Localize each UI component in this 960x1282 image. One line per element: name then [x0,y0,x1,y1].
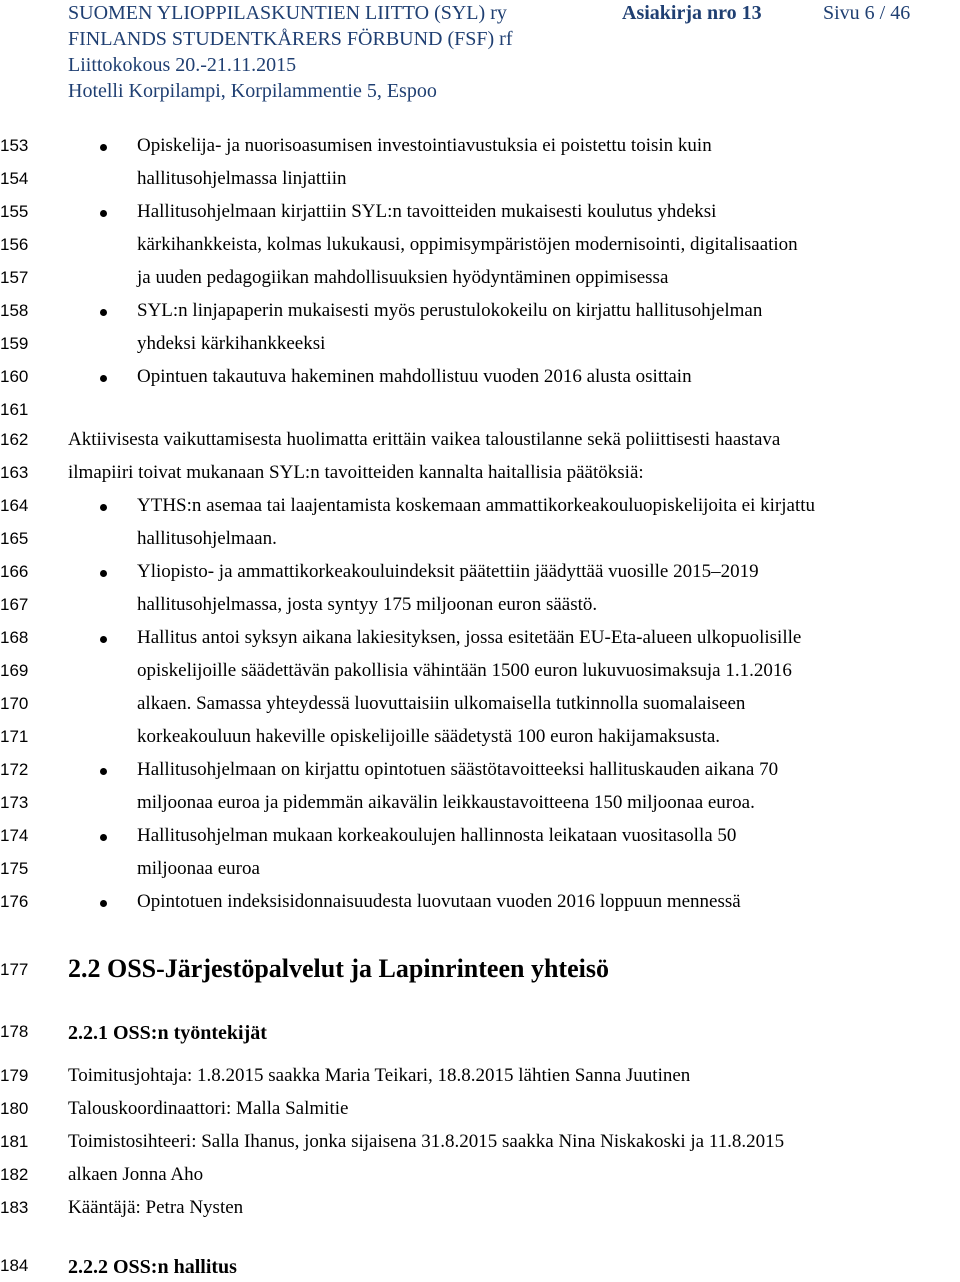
line-number: 156 [0,235,29,254]
bullet-item-continuation: miljoonaa euroa [137,858,260,879]
line-number: 161 [0,400,29,419]
line-number: 184 [0,1256,29,1275]
bullet-item-continuation: yhdeksi kärkihankkeeksi [137,333,326,354]
line-number: 173 [0,793,29,812]
document-line [0,589,960,621]
line-number: 169 [0,661,29,680]
paragraph-text: Toimitusjohtaja: 1.8.2015 saakka Maria Teikari, 18.8.2015 lähtien Sanna Juutinen [68,1065,691,1086]
document-line [0,952,960,984]
document-line [0,196,960,228]
line-number: 167 [0,595,29,614]
bullet-item-continuation: kärkihankkeista, kolmas lukukausi, oppimisympäristöjen modernisointi, digitalisaation [137,234,798,255]
bullet-item-continuation: hallitusohjelmassa linjattiin [137,168,347,189]
line-number: 164 [0,496,29,515]
subsection-heading: 2.2.2 OSS:n hallitus [68,1256,237,1278]
bullet-icon [100,144,107,151]
bullet-item-continuation: miljoonaa euroa ja pidemmän aikavälin leikkaustavoitteena 150 miljoonaa euroa. [137,792,755,813]
line-number: 158 [0,301,29,320]
line-number: 181 [0,1132,29,1151]
bullet-icon [100,900,107,907]
document-line [0,1250,960,1282]
paragraph-text: Kääntäjä: Petra Nysten [68,1197,244,1218]
document-line [0,457,960,489]
line-number: 153 [0,136,29,155]
line-number: 155 [0,202,29,221]
paragraph-text: Talouskoordinaattori: Malla Salmitie [68,1098,349,1119]
line-number: 179 [0,1066,29,1085]
document-line [0,820,960,852]
document-line [0,229,960,261]
document-line [0,853,960,885]
bullet-item-text: SYL:n linjapaperin mukaisesti myös perustulokokeilu on kirjattu hallitusohjelman [137,300,763,321]
line-number: 182 [0,1165,29,1184]
line-number: 159 [0,334,29,353]
document-number: Asiakirja nro 13 [622,2,762,24]
section-heading: 2.2 OSS-Järjestöpalvelut ja Lapinrinteen yhteisö [68,954,609,983]
document-line [0,295,960,327]
page-number: Sivu 6 / 46 [823,2,911,24]
bullet-icon [100,834,107,841]
line-number: 176 [0,892,29,911]
document-line [0,130,960,162]
line-number: 178 [0,1022,29,1041]
document-line [0,721,960,753]
document-line [0,1126,960,1158]
subsection-heading: 2.2.1 OSS:n työntekijät [68,1022,267,1044]
line-number: 180 [0,1099,29,1118]
bullet-icon [100,636,107,643]
paragraph-text: ilmapiiri toivat mukanaan SYL:n tavoitteiden kannalta haitallisia päätöksiä: [68,462,644,483]
line-number: 160 [0,367,29,386]
line-number: 166 [0,562,29,581]
bullet-icon [100,375,107,382]
document-line [0,424,960,456]
document-line [0,328,960,360]
bullet-item-continuation: alkaen. Samassa yhteydessä luovuttaisiin ulkomaisella tutkinnolla suomalaiseen [137,693,746,714]
document-line [0,1016,960,1048]
bullet-item-text: Opiskelija- ja nuorisoasumisen investointiavustuksia ei poistettu toisin kuin [137,135,712,156]
document-line [0,163,960,195]
line-number: 177 [0,960,29,979]
bullet-item-continuation: hallitusohjelmaan. [137,528,277,549]
line-number: 168 [0,628,29,647]
document-line [0,655,960,687]
header-org-sv: FINLANDS STUDENTKÅRERS FÖRBUND (FSF) rf [68,28,513,50]
document-line [0,1093,960,1125]
page-header [0,0,960,110]
line-number: 162 [0,430,29,449]
line-number: 183 [0,1198,29,1217]
bullet-item-continuation: opiskelijoille säädettävän pakollisia vähintään 1500 euron lukuvuosimaksuja 1.1.2016 [137,660,792,681]
paragraph-text: alkaen Jonna Aho [68,1164,204,1185]
bullet-item-continuation: korkeakouluun hakeville opiskelijoille säädetystä 100 euron hakijamaksusta. [137,726,721,747]
bullet-icon [100,210,107,217]
bullet-icon [100,570,107,577]
bullet-item-text: YTHS:n asemaa tai laajentamista koskemaan ammattikorkeakouluopiskelijoita ei kirjattu [137,495,815,516]
paragraph-text: Aktiivisesta vaikuttamisesta huolimatta erittäin vaikea taloustilanne sekä poliittisesti haastava [68,429,781,450]
line-number: 154 [0,169,29,188]
document-line [0,262,960,294]
line-number: 174 [0,826,29,845]
line-number: 157 [0,268,29,287]
bullet-item-text: Hallitusohjelman mukaan korkeakoulujen hallinnosta leikataan vuositasolla 50 [137,825,737,846]
line-number: 175 [0,859,29,878]
header-venue: Hotelli Korpilampi, Korpilammentie 5, Espoo [68,80,437,102]
bullet-item-continuation: hallitusohjelmassa, josta syntyy 175 miljoonan euron säästö. [137,594,598,615]
paragraph-text: Toimistosihteeri: Salla Ihanus, jonka sijaisena 31.8.2015 saakka Nina Niskakoski ja 11.8.2015 [68,1131,785,1152]
document-line [0,556,960,588]
header-meeting: Liittokokous 20.-21.11.2015 [68,54,297,76]
line-number: 165 [0,529,29,548]
bullet-item-text: Hallitusohjelmaan kirjattiin SYL:n tavoitteiden mukaisesti koulutus yhdeksi [137,201,717,222]
bullet-item-text: Opintuen takautuva hakeminen mahdollistuu vuoden 2016 alusta osittain [137,366,692,387]
header-org-fi: SUOMEN YLIOPPILASKUNTIEN LIITTO (SYL) ry [68,2,507,24]
document-line [0,1192,960,1224]
line-number: 163 [0,463,29,482]
document-line [0,886,960,918]
document-line [0,1159,960,1191]
document-line [0,1060,960,1092]
bullet-item-text: Yliopisto- ja ammattikorkeakouluindeksit päätettiin jäädyttää vuosille 2015–2019 [137,561,759,582]
document-line [0,688,960,720]
document-line [0,523,960,555]
document-line [0,361,960,393]
line-number: 172 [0,760,29,779]
bullet-item-continuation: ja uuden pedagogiikan mahdollisuuksien hyödyntäminen oppimisessa [137,267,669,288]
bullet-item-text: Hallitusohjelmaan on kirjattu opintotuen säästötavoitteeksi hallituskauden aikana 70 [137,759,779,780]
document-line [0,622,960,654]
bullet-item-text: Opintotuen indeksisidonnaisuudesta luovutaan vuoden 2016 loppuun mennessä [137,891,741,912]
bullet-icon [100,309,107,316]
bullet-item-text: Hallitus antoi syksyn aikana lakiesityksen, jossa esitetään EU-Eta-alueen ulkopuolisille [137,627,802,648]
document-line [0,394,960,426]
bullet-icon [100,504,107,511]
line-number: 171 [0,727,29,746]
document-line [0,754,960,786]
bullet-icon [100,768,107,775]
line-number: 170 [0,694,29,713]
document-line [0,787,960,819]
document-line [0,490,960,522]
